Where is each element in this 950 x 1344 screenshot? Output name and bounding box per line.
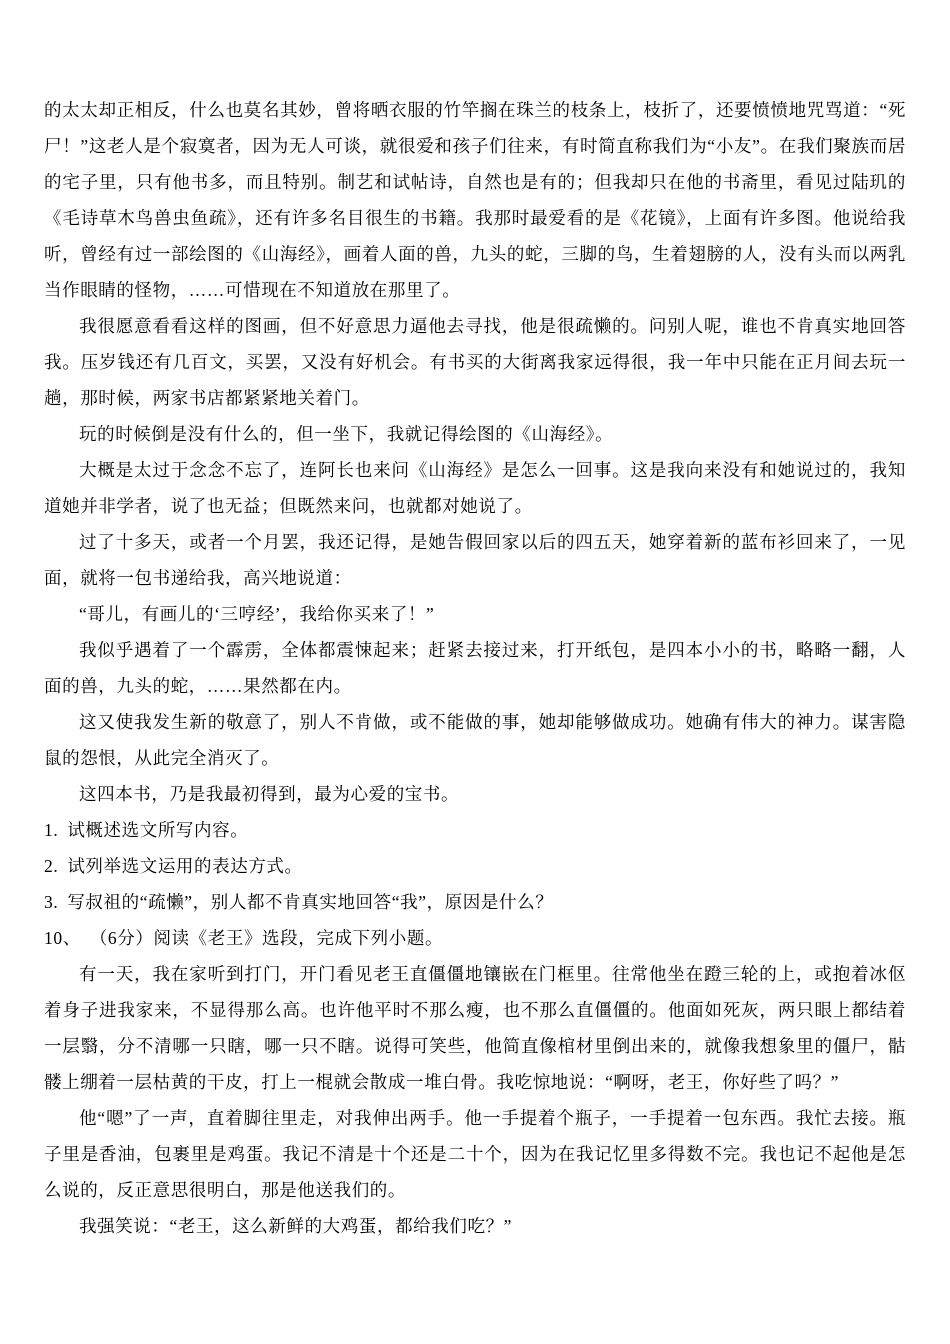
section10-paragraph: 有一天，我在家听到打门，开门看见老王直僵僵地镶嵌在门框里。往常他坐在蹬三轮的上，或抱着冰伛着身子进我家来，不显得那么高。也许他平时不那么瘦，也不那么直僵僵的。他面如死灰，两只眼上都结着一层翳，分不清哪一只瞎，哪一只不瞎。说得可笑些，他简直像棺材里倒出来的，就像我想象里的僵尸，骷髅上绷着一层枯黄的干皮，打上一棍就会散成一堆白骨。我吃惊地说：“啊呀，老王，你好些了吗？” [44,964,906,1092]
passage1-paragraph: 大概是太过于念念不忘了，连阿长也来问《山海经》是怎么一回事。这是我向来没有和她说过的，我知道她并非学者，说了也无益；但既然来问，也就都对她说了。 [44,460,906,516]
question-number: 3. [44,892,59,912]
question-number: 2. [44,856,59,876]
section10-paragraph: 他“嗯”了一声，直着脚往里走，对我伸出两手。他一手提着个瓶子，一手提着一包东西。我忙去接。瓶子里是香油，包裹里是鸡蛋。我记不清是十个还是二十个，因为在我记忆里多得数不完。我也记不起他是怎么说的，反正意思很明白，那是他送我们的。 [44,1108,906,1200]
passage1-paragraph: 这四本书，乃是我最初得到，最为心爱的宝书。 [79,784,460,804]
passage1-paragraph: 我很愿意看看这样的图画，但不好意思力逼他去寻找，他是很疏懒的。问别人呢，谁也不肯真实地回答我。压岁钱还有几百文，买罢，又没有好机会。有书买的大街离我家远得很，我一年中只能在正月间去玩一趟，那时候，两家书店都紧紧地关着门。 [44,316,906,408]
question-item-3 [44,884,906,920]
passage1-paragraph: 玩的时候倒是没有什么的，但一坐下，我就记得绘图的《山海经》。 [79,424,614,444]
question-text: 试列举选文运用的表达方式。 [67,856,303,876]
question-item-1 [44,812,906,848]
question-text: 写叔祖的“疏懒”，别人都不肯真实地回答“我”，原因是什么？ [67,892,554,912]
section-header-text: （6分）阅读《老王》选段，完成下列小题。 [89,928,444,948]
section10-header [44,920,906,956]
question-number: 1. [44,820,59,840]
section-number: 10、 [44,928,81,948]
passage1-paragraph-continuation: 的太太却正相反，什么也莫名其妙，曾将晒衣服的竹竿搁在珠兰的枝条上，枝折了，还要愤愤地咒骂道：“死尸！”这老人是个寂寞者，因为无人可谈，就很爱和孩子们往来，有时简直称我们为“小友”。在我们聚族而居的宅子里，只有他书多，而且特别。制艺和试帖诗，自然也是有的；但我却只在他的书斋里，看见过陆玑的《毛诗草木鸟兽虫鱼疏》，还有许多名目很生的书籍。我那时最爱看的是《花镜》，上面有许多图。他说给我听，曾经有过一部绘图的《山海经》，画着人面的兽，九头的蛇，三脚的鸟，生着翅膀的人，没有头而以两乳当作眼睛的怪物，……可惜现在不知道放在那里了。 [44,100,906,300]
question-item-2 [44,848,906,884]
passage1-dialogue: “哥儿，有画儿的‘三哼经’，我给你买来了！” [79,604,435,624]
passage1-paragraph: 过了十多天，或者一个月罢，我还记得，是她告假回家以后的四五天，她穿着新的蓝布衫回来了，一见面，就将一包书递给我，高兴地说道： [44,532,906,588]
passage1-paragraph: 这又使我发生新的敬意了，别人不肯做，或不能做的事，她却能够做成功。她确有伟大的神力。谋害隐鼠的怨恨，从此完全消灭了。 [44,712,906,768]
question-text: 试概述选文所写内容。 [67,820,249,840]
section10-dialogue: 我强笑说：“老王，这么新鲜的大鸡蛋，都给我们吃？” [79,1216,513,1236]
passage1-paragraph: 我似乎遇着了一个霹雳，全体都震悚起来；赶紧去接过来，打开纸包，是四本小小的书，略略一翻，人面的兽，九头的蛇，……果然都在内。 [44,640,906,696]
